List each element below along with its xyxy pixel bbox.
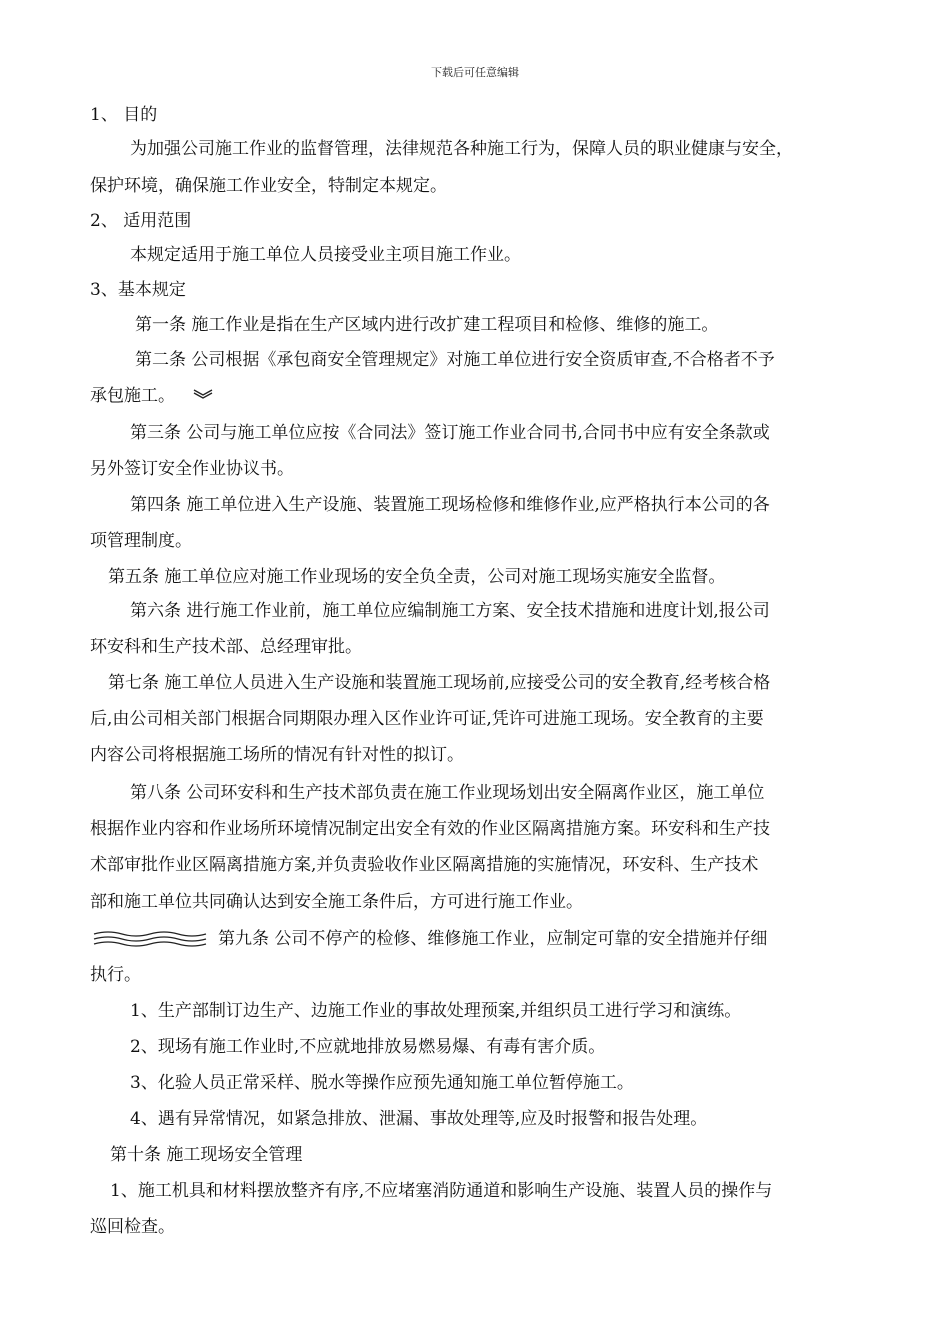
- article-line: 第一条 施工作业是指在生产区域内进行改扩建工程项目和检修、维修的施工。: [135, 315, 719, 335]
- article-line: 第八条 公司环安科和生产技术部负责在施工作业现场划出安全隔离作业区，施工单位: [130, 783, 765, 803]
- article-line: 第五条 施工单位应对施工作业现场的安全负全责，公司对施工现场实施安全监督。: [108, 567, 726, 587]
- article-line: 承包施工。: [90, 386, 175, 406]
- paragraph-line: 本规定适用于施工单位人员接受业主项目施工作业。: [130, 245, 521, 265]
- article-line: 项管理制度。: [90, 531, 192, 551]
- article-line: 内容公司将根据施工场所的情况有针对性的拟订。: [90, 745, 464, 765]
- section-heading: 2、 适用范围: [90, 211, 192, 231]
- paragraph-line: 为加强公司施工作业的监督管理，法律规范各种施工行为，保障人员的职业健康与安全，: [130, 139, 793, 159]
- article-line: 根据作业内容和作业场所环境情况制定出安全有效的作业区隔离措施方案。环安科和生产技: [90, 819, 770, 839]
- article-line: 第三条 公司与施工单位应按《合同法》签订施工作业合同书,合同书中应有安全条款或: [130, 423, 770, 443]
- article-line: 环安科和生产技术部、总经理审批。: [90, 637, 362, 657]
- list-item: 2、现场有施工作业时,不应就地排放易燃易爆、有毒有害介质。: [130, 1037, 606, 1057]
- wavy-lines-icon: [92, 928, 208, 948]
- article-line: 术部审批作业区隔离措施方案,并负责验收作业区隔离措施的实施情况，环安科、生产技术: [90, 855, 759, 875]
- list-item: 3、化验人员正常采样、脱水等操作应预先通知施工单位暂停施工。: [130, 1073, 634, 1093]
- article-line: 第七条 施工单位人员进入生产设施和装置施工现场前,应接受公司的安全教育,经考核合格: [108, 673, 771, 693]
- page-header: 下载后可任意编辑: [431, 66, 519, 79]
- list-item: 1、生产部制订边生产、边施工作业的事故处理预案,并组织员工进行学习和演练。: [130, 1001, 742, 1021]
- list-item: 巡回检查。: [90, 1217, 175, 1237]
- section-heading: 3、基本规定: [90, 280, 186, 300]
- article-line: 后,由公司相关部门根据合同期限办理入区作业许可证,凭许可进施工现场。安全教育的主要: [90, 709, 764, 729]
- chevron-mark-icon: [192, 386, 214, 400]
- list-item: 1、施工机具和材料摆放整齐有序,不应堵塞消防通道和影响生产设施、装置人员的操作与: [110, 1181, 773, 1201]
- article-line: 第二条 公司根据《承包商安全管理规定》对施工单位进行安全资质审查,不合格者不予: [135, 350, 775, 370]
- article-line: 第四条 施工单位进入生产设施、装置施工现场检修和维修作业,应严格执行本公司的各: [130, 495, 770, 515]
- article-line: 第九条 公司不停产的检修、维修施工作业，应制定可靠的安全措施并仔细: [218, 929, 768, 949]
- article-line: 另外签订安全作业协议书。: [90, 459, 294, 479]
- article-line: 第六条 进行施工作业前，施工单位应编制施工方案、安全技术措施和进度计划,报公司: [130, 601, 770, 621]
- section-heading: 1、 目的: [90, 105, 158, 125]
- list-item: 4、遇有异常情况，如紧急排放、泄漏、事故处理等,应及时报警和报告处理。: [130, 1109, 708, 1129]
- article-line: 执行。: [90, 965, 141, 985]
- paragraph-line: 保护环境，确保施工作业安全，特制定本规定。: [90, 176, 447, 196]
- article-line: 部和施工单位共同确认达到安全施工条件后，方可进行施工作业。: [90, 892, 583, 912]
- article-line: 第十条 施工现场安全管理: [110, 1145, 303, 1165]
